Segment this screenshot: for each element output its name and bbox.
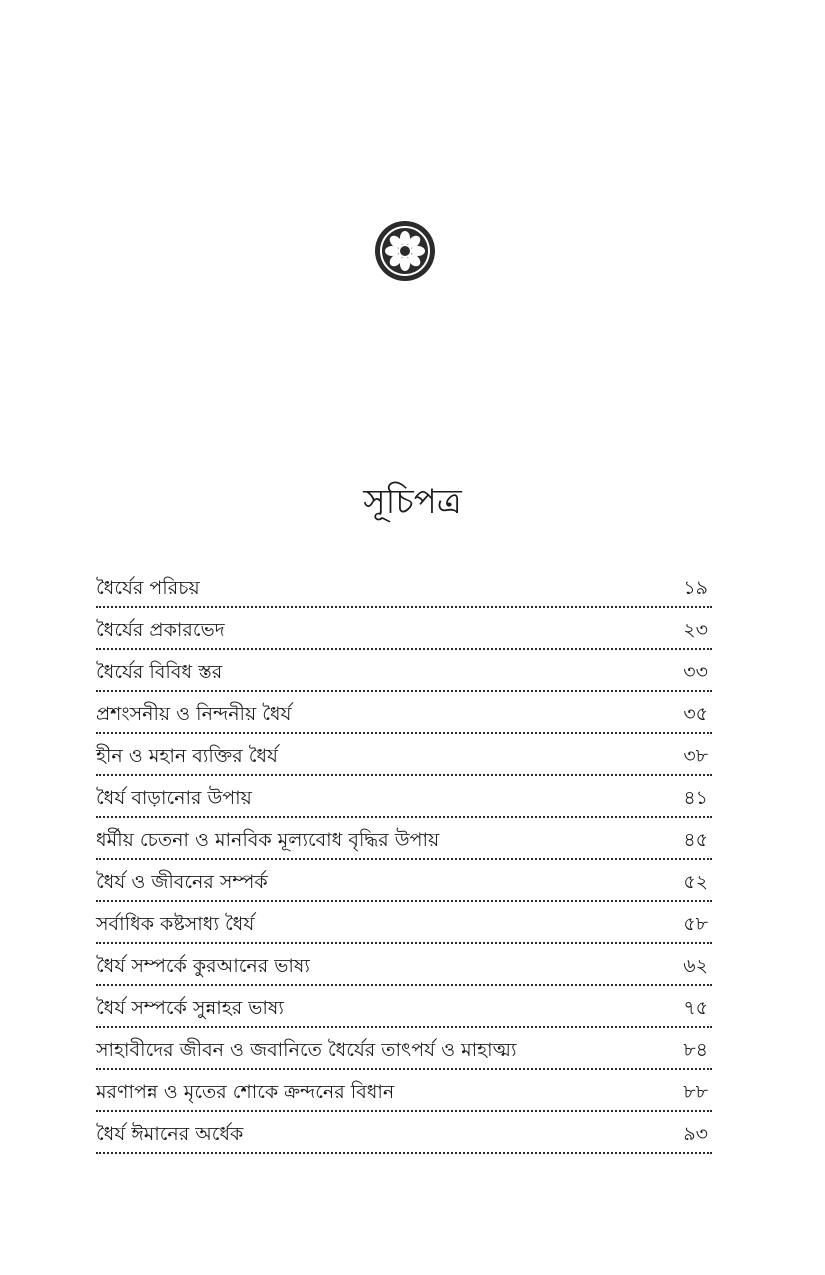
- toc-entry-title: ধৈর্য ও জীবনের সম্পর্ক: [96, 871, 268, 893]
- toc-entry-page-number: ৪৫: [683, 829, 708, 851]
- toc-entry-page-number: ৩৮: [683, 745, 708, 767]
- toc-entry[interactable]: [96, 650, 712, 692]
- page-title: সূচিপত্র: [363, 482, 462, 522]
- toc-entry[interactable]: [96, 1070, 712, 1112]
- toc-entry[interactable]: [96, 1112, 712, 1154]
- toc-entry-title: ধৈর্যের পরিচয়: [96, 577, 200, 599]
- toc-entry-page-number: ৮৪: [683, 1039, 708, 1061]
- toc-entry-title: ধৈর্য সম্পর্কে সুন্নাহর ভাষ্য: [96, 997, 284, 1019]
- toc-entry-page-number: ২৩: [683, 619, 708, 641]
- toc-entry[interactable]: [96, 944, 712, 986]
- toc-entry-title: ধর্মীয় চেতনা ও মানবিক মূল্যবোধ বৃদ্ধির উপায়: [96, 829, 440, 851]
- toc-entry-title: ধৈর্য সম্পর্কে কুরআনের ভাষ্য: [96, 955, 310, 977]
- toc-entry[interactable]: [96, 608, 712, 650]
- toc-entry-page-number: ৫৮: [683, 913, 708, 935]
- toc-entry-title: ধৈর্য বাড়ানোর উপায়: [96, 787, 252, 809]
- toc-entry[interactable]: [96, 776, 712, 818]
- toc-entry[interactable]: [96, 1028, 712, 1070]
- toc-entry-page-number: ৩৫: [683, 703, 708, 725]
- toc-entry-title: সর্বাধিক কষ্টসাধ্য ধৈর্য: [96, 913, 255, 935]
- toc-entry-page-number: ১৯: [683, 577, 708, 599]
- toc-entry-title: ধৈর্যের বিবিধ স্তর: [96, 661, 223, 683]
- toc-entry-page-number: ৮৮: [683, 1081, 708, 1103]
- toc-entry-title: ধৈর্যের প্রকারভেদ: [96, 619, 225, 641]
- toc-entry[interactable]: [96, 902, 712, 944]
- toc-entry-page-number: ৩৩: [683, 661, 708, 683]
- table-of-contents: [96, 566, 712, 1154]
- toc-entry[interactable]: [96, 692, 712, 734]
- toc-entry-title: হীন ও মহান ব্যক্তির ধৈর্য: [96, 745, 278, 767]
- toc-entry-title: সাহাবীদের জীবন ও জবানিতে ধৈর্যের তাৎপর্য ও মাহাত্ম্য: [96, 1039, 517, 1061]
- toc-entry-title: মরণাপন্ন ও মৃতের শোকে ক্রন্দনের বিধান: [96, 1081, 395, 1103]
- toc-entry[interactable]: [96, 566, 712, 608]
- toc-entry[interactable]: [96, 860, 712, 902]
- toc-entry-title: ধৈর্য ঈমানের অর্ধেক: [96, 1123, 244, 1145]
- toc-entry-page-number: ৬২: [683, 955, 708, 977]
- toc-entry-title: প্রশংসনীয় ও নিন্দনীয় ধৈর্য: [96, 703, 292, 725]
- toc-entry[interactable]: [96, 734, 712, 776]
- toc-entry[interactable]: [96, 986, 712, 1028]
- toc-entry[interactable]: [96, 818, 712, 860]
- toc-entry-page-number: ৯৩: [683, 1123, 708, 1145]
- toc-entry-page-number: ৫২: [683, 871, 708, 893]
- flower-wheel-icon: [374, 220, 436, 282]
- toc-entry-page-number: ৭৫: [683, 997, 708, 1019]
- toc-entry-page-number: ৪১: [683, 787, 708, 809]
